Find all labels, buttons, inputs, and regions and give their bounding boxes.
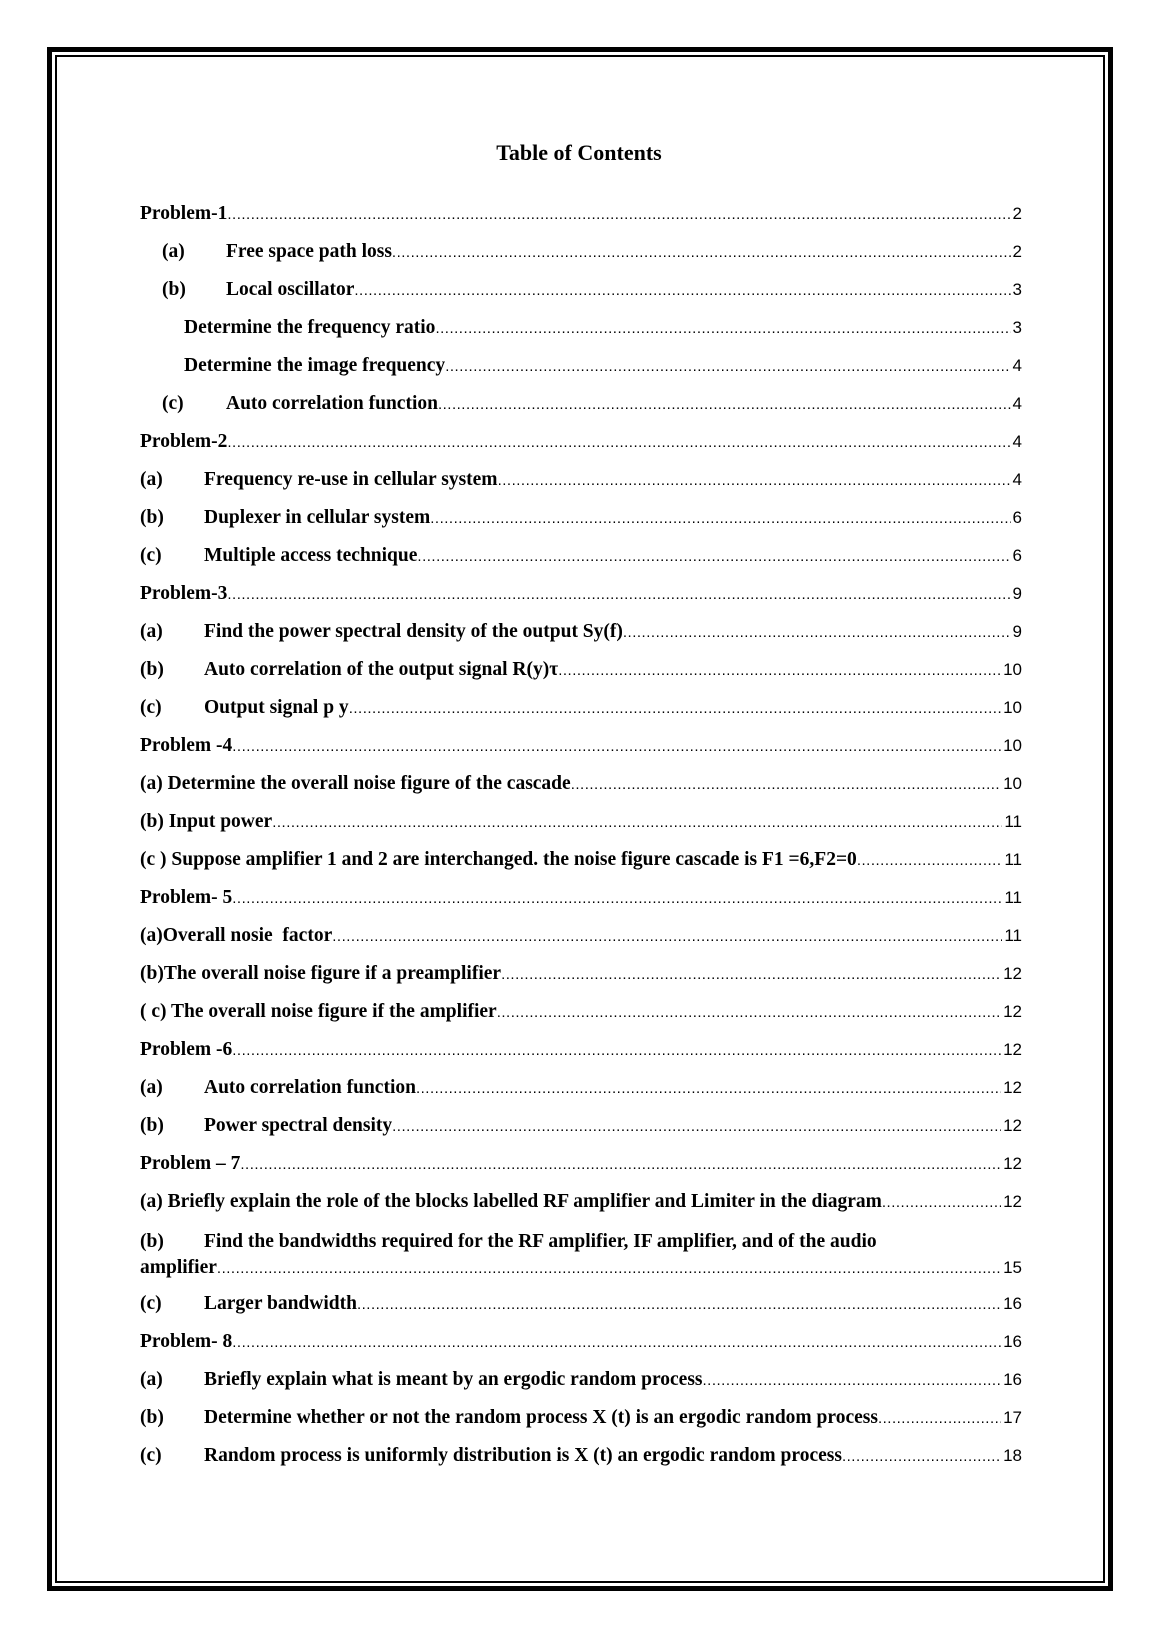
toc-page-number: 10 <box>1003 774 1022 793</box>
toc-page-number: 15 <box>1003 1258 1022 1277</box>
toc-entry-2b[interactable] <box>140 507 1022 545</box>
toc-entry-text: Determine the frequency ratio <box>184 317 436 338</box>
toc-entry-text: (a) Briefly explain the role of the blocks labelled RF amplifier and Limiter in the diagram <box>140 1191 882 1212</box>
toc-page-number: 4 <box>1012 432 1022 451</box>
dot-leader <box>882 1194 1001 1211</box>
toc-page-number: 10 <box>1003 660 1022 679</box>
toc-entry-number: (b) <box>140 507 164 528</box>
toc-entry-number: (a) <box>140 1369 163 1390</box>
toc-page-number: 12 <box>1003 1192 1022 1211</box>
toc-entry-text: Problem -6 <box>140 1039 233 1060</box>
dot-leader <box>430 510 1010 527</box>
toc-page-number: 4 <box>1012 394 1022 413</box>
toc-entry-problem-7[interactable] <box>140 1153 1022 1191</box>
toc-page-number: 6 <box>1012 546 1022 565</box>
toc-entry-text: (b)The overall noise figure if a preamplifier <box>140 963 502 984</box>
toc-page-number: 16 <box>1003 1370 1022 1389</box>
toc-entry-text: Auto correlation of the output signal R(y)τ <box>204 659 559 680</box>
toc-page-number: 11 <box>1004 888 1022 907</box>
dot-leader <box>558 662 1001 679</box>
toc-entry-1b[interactable] <box>140 279 1022 317</box>
toc-page-number: 12 <box>1003 1154 1022 1173</box>
table-of-contents <box>140 203 1022 1483</box>
toc-page-number: 12 <box>1003 1040 1022 1059</box>
toc-page-number: 3 <box>1012 280 1022 299</box>
toc-page-number: 12 <box>1003 1002 1022 1021</box>
toc-entry-4b[interactable] <box>140 811 1022 849</box>
toc-entry-text: ( c) The overall noise figure if the amplifier <box>140 1001 497 1022</box>
toc-entry-5c[interactable] <box>140 1001 1022 1039</box>
dot-leader <box>571 776 1001 793</box>
toc-entry-number: (b) <box>140 659 164 680</box>
toc-entry-4c[interactable] <box>140 849 1022 887</box>
toc-entry-number: (a) <box>140 469 163 490</box>
toc-entry-number: (c) <box>140 697 162 718</box>
dot-leader <box>435 320 1010 337</box>
toc-entry-text: (a)Overall nosie factor <box>140 925 333 946</box>
toc-entry-8c[interactable] <box>140 1445 1022 1483</box>
toc-entry-problem-8[interactable] <box>140 1331 1022 1369</box>
toc-page-number: 10 <box>1003 736 1022 755</box>
toc-title: Table of Contents <box>496 140 662 165</box>
toc-entry-6a[interactable] <box>140 1077 1022 1115</box>
toc-page-number: 11 <box>1004 926 1022 945</box>
toc-entry-number: (c) <box>140 1445 162 1466</box>
toc-entry-number: (b) <box>140 1407 164 1428</box>
toc-entry-text: Random process is uniformly distribution is X (t) an ergodic random process <box>204 1445 842 1466</box>
toc-entry-text: Duplexer in cellular system <box>204 507 431 528</box>
toc-entry-text: Auto correlation function <box>226 393 438 414</box>
toc-entry-text: Problem – 7 <box>140 1153 241 1174</box>
toc-entry-number: (c) <box>140 1293 162 1314</box>
dot-leader <box>232 1334 1001 1351</box>
toc-page-number: 17 <box>1003 1408 1022 1427</box>
toc-entry-3c[interactable] <box>140 697 1022 735</box>
dot-leader <box>217 1256 1001 1282</box>
toc-page-number: 9 <box>1012 622 1022 641</box>
dot-leader <box>416 1080 1001 1097</box>
toc-entry-text: Auto correlation function <box>204 1077 416 1098</box>
toc-page-number: 12 <box>1003 964 1022 983</box>
toc-entry-text: Local oscillator <box>226 279 355 300</box>
dot-leader <box>501 966 1001 983</box>
toc-entry-8a[interactable] <box>140 1369 1022 1407</box>
toc-entry-problem-6[interactable] <box>140 1039 1022 1077</box>
dot-leader <box>332 928 1002 945</box>
dot-leader <box>240 1156 1001 1173</box>
toc-entry-problem-4[interactable] <box>140 735 1022 773</box>
dot-leader <box>392 244 1011 261</box>
dot-leader <box>272 814 1002 831</box>
toc-entry-5a[interactable] <box>140 925 1022 963</box>
toc-entry-text: Problem- 8 <box>140 1331 233 1352</box>
toc-page-number: 16 <box>1003 1332 1022 1351</box>
dot-leader <box>445 358 1010 375</box>
dot-leader <box>232 738 1001 755</box>
toc-page-number: 11 <box>1004 812 1022 831</box>
toc-entry-text: Power spectral density <box>204 1115 393 1136</box>
toc-page-number: 16 <box>1003 1294 1022 1313</box>
toc-page-number: 18 <box>1003 1446 1022 1465</box>
dot-leader <box>232 1042 1001 1059</box>
dot-leader <box>392 1118 1001 1135</box>
toc-entry-text: (c ) Suppose amplifier 1 and 2 are interchanged. the noise figure cascade is F1 =6,F2=0 <box>140 849 857 870</box>
toc-entry-number: (a) <box>162 241 185 262</box>
toc-entry-1c[interactable] <box>140 393 1022 431</box>
toc-entry-text: Problem -4 <box>140 735 233 756</box>
toc-entry-number: (b) <box>140 1115 164 1136</box>
toc-entry-text: Larger bandwidth <box>204 1293 357 1314</box>
toc-entry-text: Determine whether or not the random process X (t) is an ergodic random process <box>204 1407 878 1428</box>
toc-entry-text: Briefly explain what is meant by an ergodic random process <box>204 1369 703 1390</box>
dot-leader <box>227 434 1010 451</box>
dot-leader <box>354 282 1010 299</box>
dot-leader <box>703 1372 1002 1389</box>
dot-leader <box>857 852 1003 869</box>
toc-entry-text: Free space path loss <box>226 241 392 262</box>
toc-page-number: 12 <box>1003 1116 1022 1135</box>
toc-entry-image-frequency[interactable] <box>140 355 1022 393</box>
toc-entry-number: (c) <box>162 393 184 414</box>
toc-page-number: 12 <box>1003 1078 1022 1097</box>
toc-entry-8b[interactable] <box>140 1407 1022 1445</box>
toc-page-number: 4 <box>1012 356 1022 375</box>
toc-page-number: 6 <box>1012 508 1022 527</box>
toc-entry-2a[interactable] <box>140 469 1022 507</box>
toc-entry-problem-2[interactable] <box>140 431 1022 469</box>
toc-entry-text: Multiple access technique <box>204 545 418 566</box>
dot-leader <box>227 586 1010 603</box>
toc-entry-text: (a) Determine the overall noise figure of the cascade <box>140 773 571 794</box>
toc-page-number: 10 <box>1003 698 1022 717</box>
toc-entry-7a[interactable] <box>140 1191 1022 1229</box>
dot-leader <box>357 1296 1001 1313</box>
toc-page-number: 2 <box>1012 204 1022 223</box>
toc-entry-number: (a) <box>140 621 163 642</box>
toc-entry-text: Find the power spectral density of the output Sy(f) <box>204 621 623 642</box>
dot-leader <box>497 1004 1001 1021</box>
toc-entry-5b[interactable] <box>140 963 1022 1001</box>
toc-page-number: 2 <box>1012 242 1022 261</box>
toc-entry-text: Problem-2 <box>140 431 228 452</box>
toc-entry-problem-3[interactable] <box>140 583 1022 621</box>
toc-entry-text: Find the bandwidths required for the RF amplifier, IF amplifier, and of the audio <box>204 1231 877 1252</box>
dot-leader <box>878 1410 1001 1427</box>
toc-entry-3a[interactable] <box>140 621 1022 659</box>
dot-leader <box>417 548 1010 565</box>
toc-entry-4a[interactable] <box>140 773 1022 811</box>
toc-entry-3b[interactable] <box>140 659 1022 697</box>
toc-entry-2c[interactable] <box>140 545 1022 583</box>
toc-entry-7b[interactable] <box>140 1229 1022 1293</box>
dot-leader <box>842 1448 1001 1465</box>
toc-entry-number: (a) <box>140 1077 163 1098</box>
toc-entry-text-continued: amplifier <box>140 1257 217 1278</box>
toc-entry-frequency-ratio[interactable] <box>140 317 1022 355</box>
toc-entry-1a[interactable] <box>140 241 1022 279</box>
toc-entry-text: Problem-3 <box>140 583 228 604</box>
toc-entry-7c[interactable] <box>140 1293 1022 1331</box>
dot-leader <box>623 624 1011 641</box>
toc-entry-number: (c) <box>140 545 162 566</box>
dot-leader <box>498 472 1011 489</box>
toc-entry-number: (b) <box>140 1231 164 1252</box>
dot-leader <box>227 206 1010 223</box>
toc-entry-text: Problem-1 <box>140 203 228 224</box>
toc-page-number: 4 <box>1012 470 1022 489</box>
toc-entry-6b[interactable] <box>140 1115 1022 1153</box>
toc-page-number: 11 <box>1004 850 1022 869</box>
toc-entry-problem-1[interactable] <box>140 203 1022 241</box>
dot-leader <box>232 890 1002 907</box>
toc-entry-text: Problem- 5 <box>140 887 233 908</box>
toc-entry-text: Output signal p y <box>204 697 349 718</box>
toc-entry-problem-5[interactable] <box>140 887 1022 925</box>
toc-page-number: 9 <box>1012 584 1022 603</box>
dot-leader <box>438 396 1011 413</box>
toc-entry-text: (b) Input power <box>140 811 273 832</box>
dot-leader <box>349 700 1001 717</box>
toc-entry-text: Determine the image frequency <box>184 355 446 376</box>
toc-entry-number: (b) <box>162 279 186 300</box>
toc-entry-text: Frequency re-use in cellular system <box>204 469 498 490</box>
toc-page-number: 3 <box>1012 318 1022 337</box>
